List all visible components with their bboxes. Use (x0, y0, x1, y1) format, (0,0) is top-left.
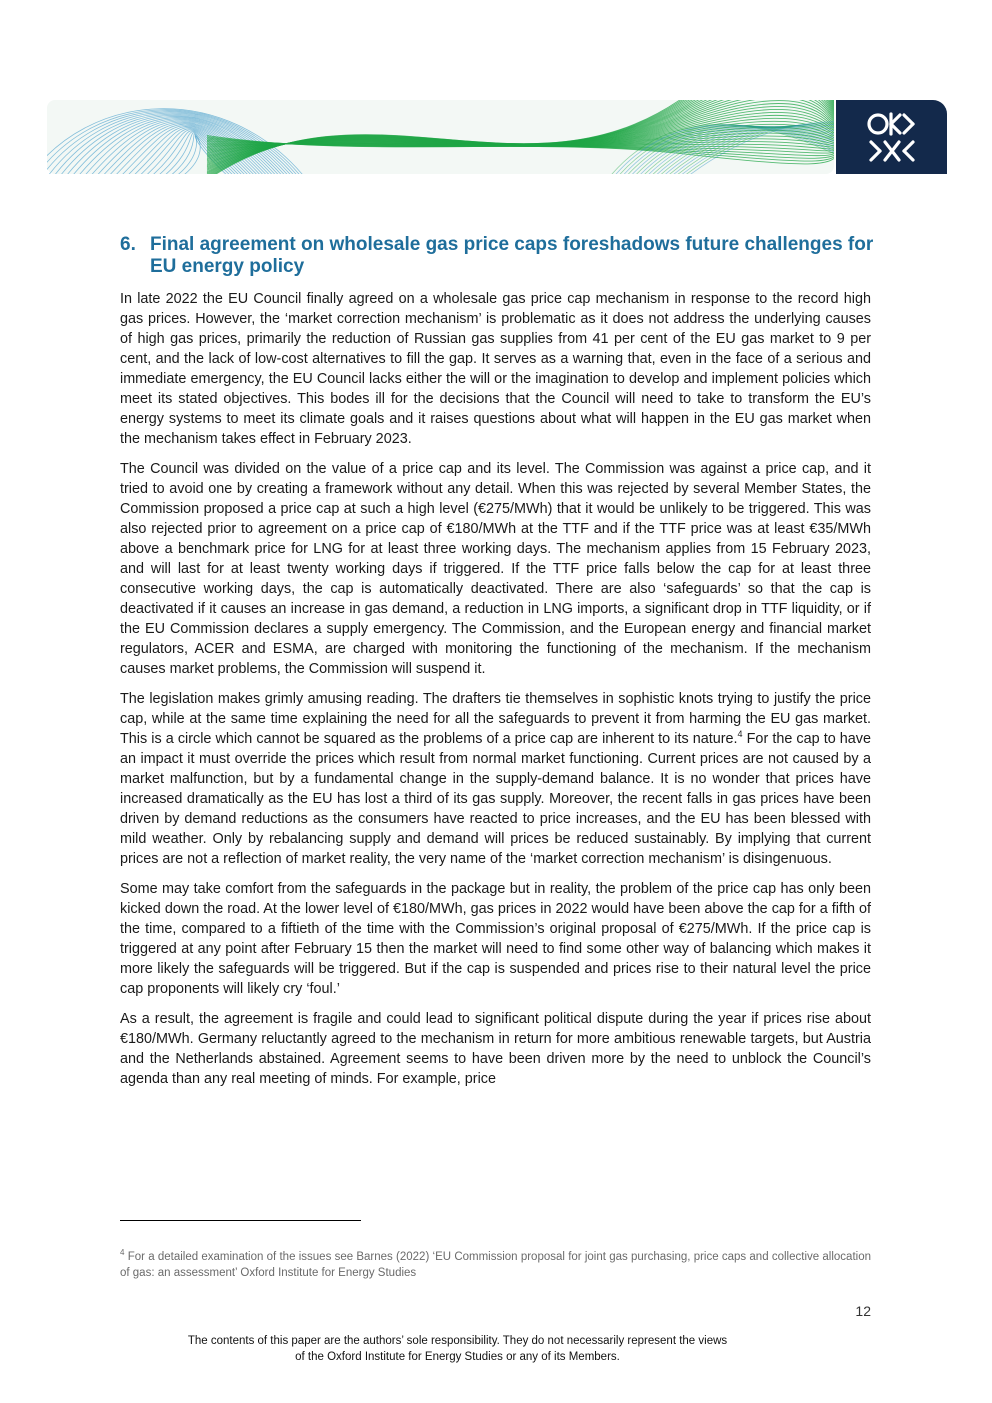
paragraph-1: In late 2022 the EU Council finally agreed on a wholesale gas price cap mechanism in response to the record high gas prices. However, the ‘market correction mechanism’ is problematic as it does not address the underlying causes of high gas prices, primarily the reduction of Russian gas supplies from 41 per cent of the EU gas market to 9 per cent, and the lack of low-cost alternatives to fill the gap. It serves as a warning that, even in the face of a serious and immediate emergency, the EU Council lacks either the will or the imagination to develop and implement policies which meet its stated objectives. This bodes ill for the decisions that the Council will need to take to transform the EU’s energy systems to meet its climate goals and it raises questions about what will happen in the EU gas market when the mechanism takes effect in February 2023. (120, 291, 871, 447)
footnote-text: For a detailed examination of the issues see Barnes (2022) ‘EU Commission proposal for joint gas purchasing, price caps and collective allocation of gas: an assessment’ Oxford Institute for Energy Studies (120, 1251, 871, 1279)
paragraph-3 (120, 689, 871, 869)
footnote-divider (120, 1220, 361, 1221)
paragraph-5: As a result, the agreement is fragile and could lead to significant political dispute during the year if prices rise about €180/MWh. Germany reluctantly agreed to the mechanism in return for more ambitious renewable targets, but Austria and the Netherlands abstained. Agreement seems to have been driven more by the need to unblock the Council’s agenda than any real meeting of minds. For example, price (120, 1011, 871, 1087)
oies-logo (836, 100, 947, 174)
paragraph-3-text-b: For the cap to have an impact it must override the prices which result from normal market functioning. Current prices are not caused by a market malfunction, but by a fundamental change in the supply-demand balance. It is no wonder that prices have increased dramatically as the EU has lost a third of its gas supply. Moreover, the recent falls in gas prices have been driven by demand reductions as the consumers have reacted to price increases, and the EU has been blessed with mild weather. Only by rebalancing supply and demand will prices be reduced sustainably. By implying that current prices are not a reflection of market reality, the very name of the ‘market correction mechanism’ is disingenuous. (120, 731, 871, 867)
page-number: 12 (855, 1303, 871, 1319)
disclaimer (120, 1333, 795, 1365)
body-text (120, 289, 871, 1099)
header-banner (47, 100, 947, 174)
banner-wave-art (47, 100, 834, 174)
footnote-marker: 4 (120, 1248, 125, 1258)
footnote-ref-4[interactable]: 4 (737, 729, 743, 740)
wave-pattern-graphic (47, 100, 834, 174)
paragraph-2: The Council was divided on the value of a price cap and its level. The Commission was against a price cap, and it tried to avoid one by creating a framework without any detail. When this was rejected by several Member States, the Commission proposed a price cap at such a high level (€275/MWh) that it would be unlikely to be triggered. This was also rejected prior to agreement on a price cap of €180/MWh at the TTF and if the TTF price was at least €35/MWh above a benchmark price for LNG for at least three working days. The mechanism applies from 15 February 2023, and will last for at least twenty working days if triggered. If the TTF price falls below the cap for at least three consecutive working days, the cap is automatically deactivated. There are also ‘safeguards’ so that the cap is deactivated if it causes an increase in gas demand, a reduction in LNG imports, a significant drop in TTF liquidity, or if the EU Commission declares a supply emergency. The Commission, and the European energy and financial market regulators, ACER and ESMA, are charged with monitoring the functioning of the mechanism. If the mechanism causes market problems, the Commission will suspend it. (120, 461, 871, 677)
disclaimer-line-2: of the Oxford Institute for Energy Studies or any of its Members. (295, 1351, 620, 1363)
section-heading (120, 234, 880, 278)
footnote (120, 1249, 871, 1281)
disclaimer-line-1: The contents of this paper are the authors’ sole responsibility. They do not necessarily represent the views (187, 1335, 728, 1347)
section-title: Final agreement on wholesale gas price caps foreshadows future challenges for EU energy policy (150, 234, 874, 277)
section-number: 6. (120, 234, 136, 255)
paragraph-3-text-a: The legislation makes grimly amusing reading. The drafters tie themselves in sophistic knots trying to justify the price cap, while at the same time explaining the need for all the safeguards to prevent it from harming the EU gas market. This is a circle which cannot be squared as the problems of a price cap are inherent to its nature. (120, 691, 871, 747)
paragraph-4: Some may take comfort from the safeguards in the package but in reality, the problem of the price cap has only been kicked down the road. At the lower level of €180/MWh, gas prices in 2022 would have been above the cap for a fifth of the time, compared to a fiftieth of the time with the Commission’s original proposal of €275/MWh. If the price cap is triggered at any point after February 15 then the market will need to find some other way of balancing which makes it more likely the safeguards will be triggered. But if the cap is suspended and prices rise to their natural level the price cap proponents will likely cry ‘foul.’ (120, 881, 871, 997)
oies-logo-icon (864, 109, 920, 165)
